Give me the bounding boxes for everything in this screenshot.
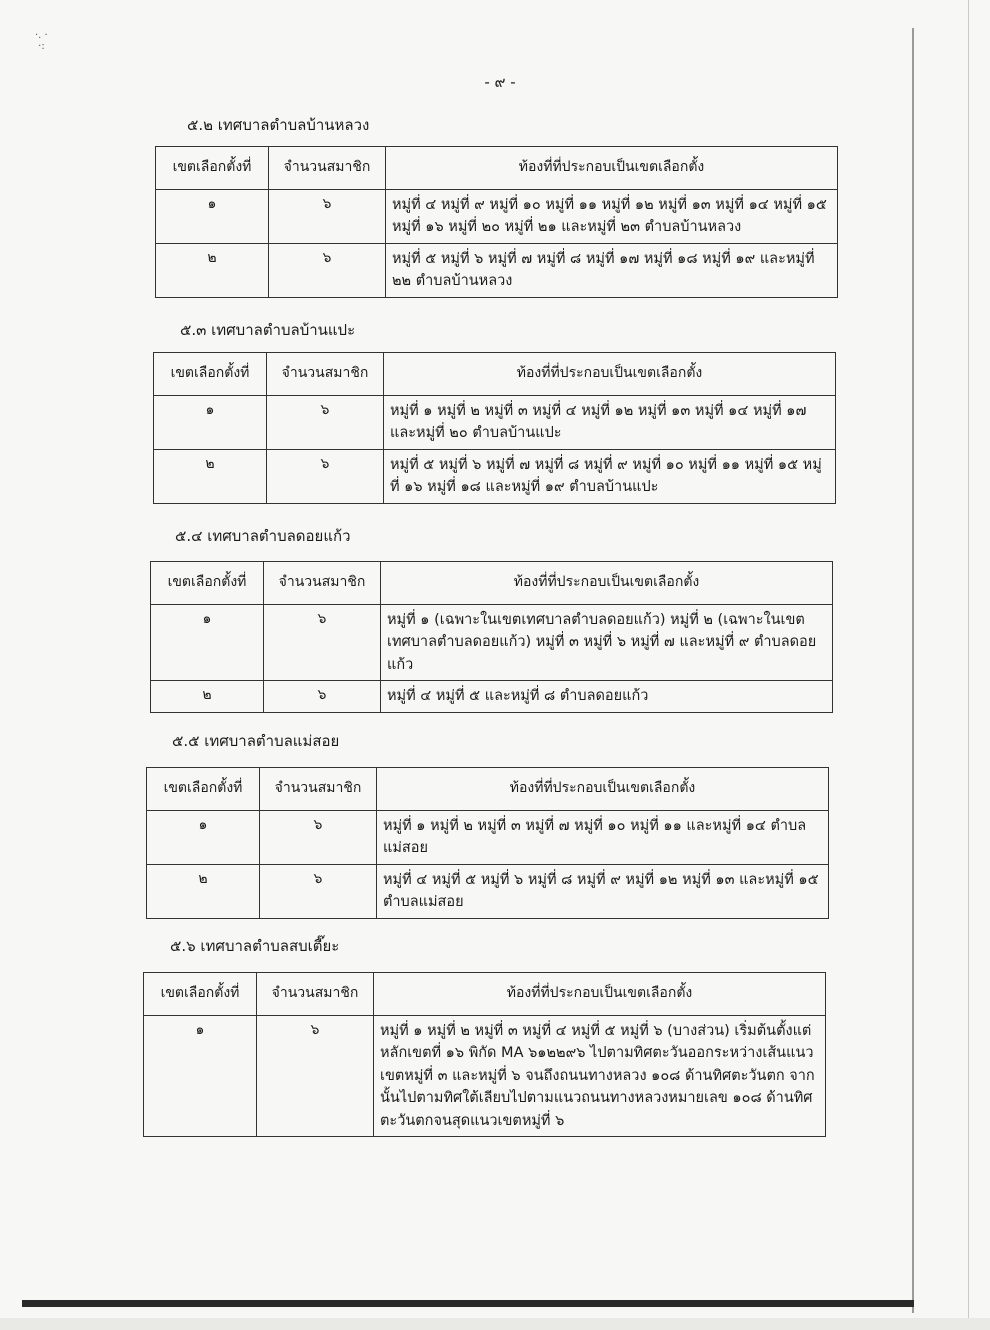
table-header-row [151,562,833,605]
table-row [156,190,838,244]
area-cell: หมู่ที่ ๔ หมู่ที่ ๕ หมู่ที่ ๖ หมู่ที่ ๘ หมู่ที่ ๙ หมู่ที่ ๑๒ หมู่ที่ ๑๓ และหมู่ที่ ๑๕ ตำบลแม่สอย [377,864,829,918]
area-cell: หมู่ที่ ๔ หมู่ที่ ๕ และหมู่ที่ ๘ ตำบลดอยแก้ว [381,681,833,712]
page-number: - ๙ - [484,73,516,91]
zone-table-5-5 [146,767,829,919]
section-title-5-4: ๕.๔ เทศบาลตำบลดอยแก้ว [175,527,351,545]
header-members: จำนวนสมาชิก [267,353,384,396]
zone-table-5-2 [155,146,838,298]
members-cell: ๖ [267,449,384,503]
area-cell: หมู่ที่ ๑ หมู่ที่ ๒ หมู่ที่ ๓ หมู่ที่ ๗ หมู่ที่ ๑๐ หมู่ที่ ๑๑ และหมู่ที่ ๑๔ ตำบลแม่สอย [377,811,829,865]
table-header-row [147,768,829,811]
zone-cell: ๑ [154,396,267,450]
header-area: ท้องที่ที่ประกอบเป็นเขตเลือกตั้ง [377,768,829,811]
members-cell: ๖ [257,1016,374,1137]
zone-cell: ๒ [147,864,260,918]
header-members: จำนวนสมาชิก [264,562,381,605]
zone-cell: ๒ [151,681,264,712]
header-members: จำนวนสมาชิก [269,147,386,190]
header-zone: เขตเลือกตั้งที่ [144,973,257,1016]
header-area: ท้องที่ที่ประกอบเป็นเขตเลือกตั้ง [381,562,833,605]
scan-edge-line-outer [968,0,969,1330]
area-cell: หมู่ที่ ๑ หมู่ที่ ๒ หมู่ที่ ๓ หมู่ที่ ๔ หมู่ที่ ๕ หมู่ที่ ๖ (บางส่วน) เริ่มต้นตั้งแต่หลักเขตที่ ๑๖ พิกัด MA ๖๑๒๒๙๖ ไปตามทิศตะวันออกระหว่างเส้นแนวเขตหมู่ที่ ๓ และหมู่ที่ ๖ จนถึงถนนทางหลวง ๑๐๘ ด้านทิศตะวันตก จากนั้นไปตามทิศใต้เลียบไปตามแนวถนนทางหลวงหมายเลข ๑๐๘ ด้านทิศตะวันตกจนสุดแนวเขตหมู่ที่ ๖ [374,1016,826,1137]
section-title-5-2: ๕.๒ เทศบาลตำบลบ้านหลวง [187,116,370,134]
members-cell: ๖ [264,605,381,681]
members-cell: ๖ [260,811,377,865]
zone-cell: ๑ [144,1016,257,1137]
zone-cell: ๑ [147,811,260,865]
header-zone: เขตเลือกตั้งที่ [154,353,267,396]
scan-specks: ·. · ·: [35,30,48,52]
table-row [147,864,829,918]
header-zone: เขตเลือกตั้งที่ [151,562,264,605]
scan-edge-line [912,28,914,1313]
scan-bottom-edge [22,1300,914,1307]
header-zone: เขตเลือกตั้งที่ [147,768,260,811]
area-cell: หมู่ที่ ๑ (เฉพาะในเขตเทศบาลตำบลดอยแก้ว) หมู่ที่ ๒ (เฉพาะในเขตเทศบาลตำบลดอยแก้ว) หมู่ที่ ๓ หมู่ที่ ๖ หมู่ที่ ๗ และหมู่ที่ ๙ ตำบลดอยแก้ว [381,605,833,681]
section-title-5-6: ๕.๖ เทศบาลตำบลสบเตี๊ยะ [170,937,340,955]
scan-bottom-margin [0,1318,990,1330]
zone-cell: ๑ [156,190,269,244]
table-row [156,243,838,297]
table-row [144,1016,826,1137]
table-header-row [156,147,838,190]
header-zone: เขตเลือกตั้งที่ [156,147,269,190]
section-title-5-3: ๕.๓ เทศบาลตำบลบ้านแปะ [180,321,356,339]
header-area: ท้องที่ที่ประกอบเป็นเขตเลือกตั้ง [386,147,838,190]
zone-table-5-4 [150,561,833,713]
table-header-row [144,973,826,1016]
table-header-row [154,353,836,396]
members-cell: ๖ [264,681,381,712]
table-row [154,396,836,450]
area-cell: หมู่ที่ ๑ หมู่ที่ ๒ หมู่ที่ ๓ หมู่ที่ ๔ หมู่ที่ ๑๒ หมู่ที่ ๑๓ หมู่ที่ ๑๔ หมู่ที่ ๑๗ และหมู่ที่ ๒๐ ตำบลบ้านแปะ [384,396,836,450]
header-members: จำนวนสมาชิก [257,973,374,1016]
header-members: จำนวนสมาชิก [260,768,377,811]
area-cell: หมู่ที่ ๕ หมู่ที่ ๖ หมู่ที่ ๗ หมู่ที่ ๘ หมู่ที่ ๙ หมู่ที่ ๑๐ หมู่ที่ ๑๑ หมู่ที่ ๑๕ หมู่ที่ ๑๖ หมู่ที่ ๑๘ และหมู่ที่ ๑๙ ตำบลบ้านแปะ [384,449,836,503]
members-cell: ๖ [269,190,386,244]
zone-cell: ๒ [154,449,267,503]
zone-cell: ๑ [151,605,264,681]
area-cell: หมู่ที่ ๔ หมู่ที่ ๙ หมู่ที่ ๑๐ หมู่ที่ ๑๑ หมู่ที่ ๑๒ หมู่ที่ ๑๓ หมู่ที่ ๑๔ หมู่ที่ ๑๕ หมู่ที่ ๑๖ หมู่ที่ ๒๐ หมู่ที่ ๒๑ และหมู่ที่ ๒๓ ตำบลบ้านหลวง [386,190,838,244]
members-cell: ๖ [269,243,386,297]
zone-cell: ๒ [156,243,269,297]
table-row [147,811,829,865]
zone-table-5-3 [153,352,836,504]
table-row [154,449,836,503]
section-title-5-5: ๕.๕ เทศบาลตำบลแม่สอย [172,732,340,750]
members-cell: ๖ [267,396,384,450]
members-cell: ๖ [260,864,377,918]
area-cell: หมู่ที่ ๕ หมู่ที่ ๖ หมู่ที่ ๗ หมู่ที่ ๘ หมู่ที่ ๑๗ หมู่ที่ ๑๘ หมู่ที่ ๑๙ และหมู่ที่ ๒๒ ตำบลบ้านหลวง [386,243,838,297]
table-row [151,605,833,681]
zone-table-5-6 [143,972,826,1137]
header-area: ท้องที่ที่ประกอบเป็นเขตเลือกตั้ง [384,353,836,396]
table-row [151,681,833,712]
header-area: ท้องที่ที่ประกอบเป็นเขตเลือกตั้ง [374,973,826,1016]
